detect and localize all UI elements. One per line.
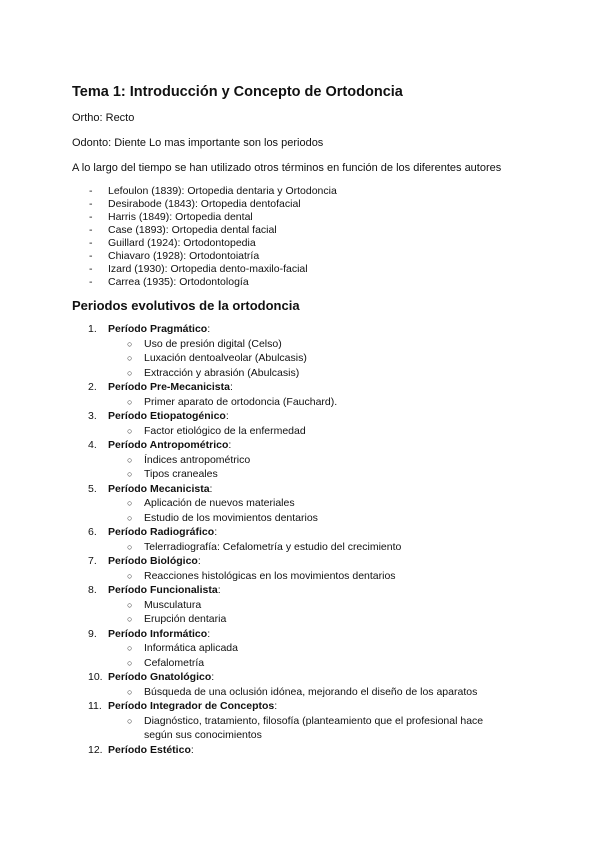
period-title: Período Estético (108, 743, 191, 756)
period-title: Período Antropométrico (108, 439, 229, 451)
period-colon: : (207, 323, 211, 335)
author-item (72, 211, 337, 224)
circle-bullet-icon: ○ (127, 353, 133, 363)
period-heading (72, 554, 542, 569)
period-title: Período Biológico (108, 555, 198, 567)
circle-bullet-icon: ○ (127, 541, 133, 552)
period-item (72, 699, 542, 743)
periods-list (72, 322, 542, 757)
period-number: 4. (88, 439, 97, 451)
subitem-text: Diagnóstico, tratamiento, filosofía (planteamiento que el profesional hace según sus conocimientos (144, 714, 484, 741)
period-colon: : (214, 526, 218, 538)
period-subitem (72, 351, 542, 366)
author-item (72, 237, 337, 250)
subitem-text: Búsqueda de una oclusión idónea, mejorando el diseño de los aparatos (144, 685, 478, 698)
period-title: Período Etiopatogénico (108, 410, 226, 422)
period-item (72, 670, 542, 699)
period-heading (72, 525, 542, 540)
author-text: Carrea (1935): Ortodontología (108, 276, 249, 288)
section-title: Periodos evolutivos de la ortodoncia (72, 298, 300, 313)
subitem-text: Uso de presión digital (Celso) (144, 337, 282, 350)
period-title: Período Radiográfico (108, 526, 215, 538)
period-item (72, 743, 542, 758)
period-subitem (72, 714, 542, 743)
period-subitem (72, 641, 542, 656)
author-item (72, 185, 337, 198)
circle-bullet-icon: ○ (127, 469, 133, 479)
intro-ortho: Ortho: Recto (72, 112, 135, 124)
circle-bullet-icon: ○ (127, 396, 133, 407)
subitem-text: Informática aplicada (144, 642, 238, 654)
circle-bullet-icon: ○ (127, 454, 133, 465)
period-item (72, 554, 542, 583)
period-subitem (72, 424, 542, 439)
circle-bullet-icon: ○ (127, 643, 133, 653)
period-subitem (72, 656, 542, 671)
period-colon: : (211, 671, 215, 683)
period-subitem (72, 598, 542, 613)
period-title: Período Integrador de Conceptos (108, 700, 275, 712)
period-colon: : (274, 700, 278, 712)
period-item (72, 322, 542, 380)
period-heading (72, 670, 542, 685)
period-title: Período Pragmático (108, 323, 208, 335)
author-text: Izard (1930): Ortopedia dento-maxilo-facial (108, 263, 308, 275)
subitem-text: Tipos craneales (144, 468, 218, 480)
period-item (72, 627, 542, 671)
period-number: 2. (88, 381, 97, 393)
author-text: Guillard (1924): Ortodontopedia (108, 237, 256, 249)
subitem-text: Extracción y abrasión (Abulcasis) (144, 366, 300, 379)
period-subitem (72, 337, 542, 352)
intro-terms: A lo largo del tiempo se han utilizado otros términos en función de los diferentes autores (72, 162, 502, 174)
period-colon: : (209, 482, 213, 495)
period-colon: : (225, 410, 229, 422)
dash-marker: - (89, 237, 93, 249)
period-subitem (72, 496, 542, 511)
period-heading (72, 438, 542, 453)
dash-marker: - (89, 185, 93, 197)
author-item (72, 276, 337, 289)
subitem-text: Musculatura (144, 598, 202, 611)
subitem-text: Primer aparato de ortodoncia (Fauchard). (144, 395, 338, 408)
period-number: 6. (88, 526, 97, 538)
author-text: Chiavaro (1928): Ortodontoiatría (108, 250, 260, 262)
subitem-text: Cefalometría (144, 656, 205, 669)
period-title: Período Funcionalista (108, 584, 218, 596)
period-heading (72, 699, 542, 714)
circle-bullet-icon: ○ (127, 614, 133, 624)
period-colon: : (229, 381, 233, 393)
period-subitem (72, 569, 542, 584)
subitem-text: Aplicación de nuevos materiales (144, 497, 295, 509)
period-heading (72, 743, 542, 758)
period-number: 7. (88, 555, 97, 567)
period-number: 10. (88, 671, 103, 683)
intro-odonto: Odonto: Diente Lo mas importante son los periodos (72, 137, 324, 149)
period-subitem (72, 540, 542, 555)
dash-marker: - (89, 211, 93, 223)
dash-marker: - (89, 198, 93, 210)
circle-bullet-icon: ○ (127, 498, 133, 508)
circle-bullet-icon: ○ (127, 570, 133, 581)
period-heading (72, 627, 542, 642)
dash-marker: - (89, 276, 93, 288)
author-item (72, 250, 337, 263)
period-subitem (72, 511, 542, 526)
author-item (72, 224, 337, 237)
period-heading (72, 409, 542, 424)
period-item (72, 525, 542, 554)
dash-marker: - (89, 250, 93, 262)
period-colon: : (197, 555, 201, 567)
period-number: 5. (88, 482, 97, 495)
circle-bullet-icon: ○ (127, 425, 133, 436)
author-text: Lefoulon (1839): Ortopedia dentaria y Ortodoncia (108, 185, 337, 197)
author-item (72, 198, 337, 211)
author-item (72, 263, 337, 276)
subitem-text: Reacciones histológicas en los movimientos dentarios (144, 569, 396, 582)
period-title: Período Pre-Mecanicista (108, 381, 230, 393)
period-item (72, 409, 542, 438)
period-subitem (72, 366, 542, 381)
subitem-text: Índices antropométrico (144, 453, 251, 466)
period-colon: : (228, 439, 232, 451)
period-number: 3. (88, 410, 97, 422)
author-text: Case (1893): Ortopedia dental facial (108, 224, 277, 236)
period-subitem (72, 685, 542, 700)
period-heading (72, 583, 542, 598)
period-heading (72, 482, 542, 497)
period-title: Período Informático (108, 627, 208, 640)
circle-bullet-icon: ○ (127, 367, 133, 378)
period-subitem (72, 453, 542, 468)
period-number: 8. (88, 584, 97, 596)
period-item (72, 482, 542, 526)
period-colon: : (217, 584, 221, 596)
circle-bullet-icon: ○ (127, 715, 133, 726)
period-item (72, 583, 542, 627)
circle-bullet-icon: ○ (127, 686, 133, 697)
period-item (72, 438, 542, 482)
circle-bullet-icon: ○ (127, 338, 133, 349)
dash-marker: - (89, 224, 93, 236)
subitem-text: Estudio de los movimientos dentarios (144, 511, 318, 524)
author-text: Desirabode (1843): Ortopedia dentofacial (108, 198, 301, 210)
circle-bullet-icon: ○ (127, 657, 133, 668)
subitem-text: Erupción dentaria (144, 613, 227, 625)
period-number: 11. (88, 700, 102, 712)
subitem-text: Factor etiológico de la enfermedad (144, 424, 306, 437)
dash-marker: - (89, 263, 93, 275)
period-number: 12. (88, 743, 103, 756)
period-item (72, 380, 542, 409)
period-colon: : (207, 627, 211, 640)
authors-list (72, 185, 337, 289)
circle-bullet-icon: ○ (127, 512, 133, 523)
author-text: Harris (1849): Ortopedia dental (108, 211, 253, 223)
document-title: Tema 1: Introducción y Concepto de Ortodoncia (72, 84, 403, 100)
circle-bullet-icon: ○ (127, 599, 133, 610)
period-title: Período Gnatológico (108, 671, 212, 683)
period-number: 1. (88, 323, 97, 335)
period-number: 9. (88, 627, 97, 640)
subitem-text: Telerradiografía: Cefalometría y estudio del crecimiento (144, 540, 402, 553)
period-heading (72, 380, 542, 395)
period-colon: : (190, 743, 194, 756)
period-title: Período Mecanicista (108, 482, 210, 495)
period-heading (72, 322, 542, 337)
period-subitem (72, 612, 542, 627)
period-subitem (72, 467, 542, 482)
period-subitem (72, 395, 542, 410)
subitem-text: Luxación dentoalveolar (Abulcasis) (144, 352, 307, 364)
